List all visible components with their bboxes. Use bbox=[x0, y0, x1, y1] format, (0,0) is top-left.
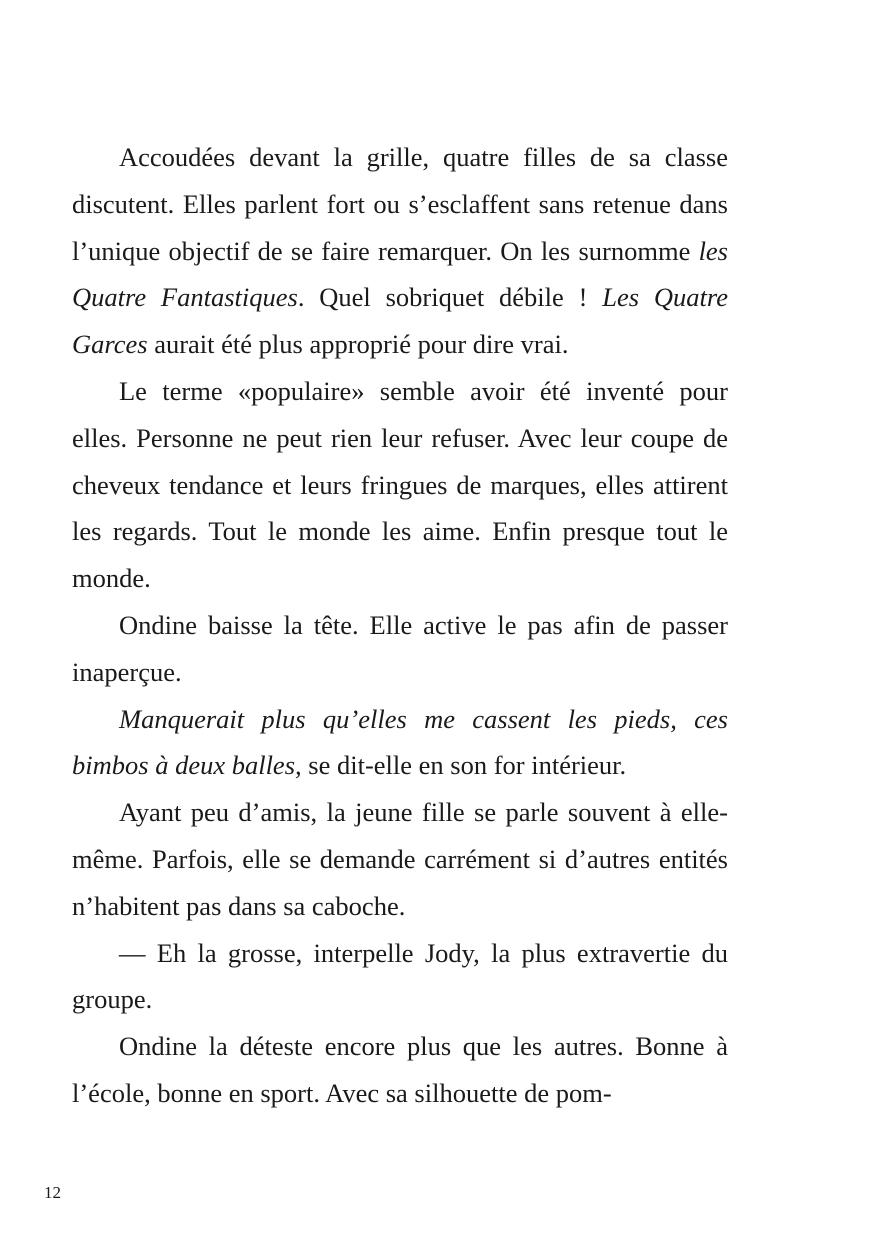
paragraph: Ondine baisse la tête. Elle active le pas afin de passer inaperçue. bbox=[72, 609, 728, 687]
italic-text: Les Quatre Garces bbox=[72, 282, 728, 360]
body-text bbox=[72, 134, 728, 1117]
paragraph: — Eh la grosse, interpelle Jody, la plus extravertie du groupe. bbox=[72, 937, 728, 1015]
paragraph: Le terme «populaire» semble avoir été inventé pour elles. Personne ne peut rien leur refuser. Avec leur coupe de cheveux tendance et leurs fringues de marques, elles attirent les regards. Tout le monde les aime. Enfin presque tout le monde. bbox=[72, 375, 728, 594]
paragraph bbox=[72, 134, 728, 368]
page-number: 12 bbox=[44, 1183, 61, 1202]
text-run: Accoudées devant la grille, quatre filles de sa classe discutent. Elles parlent fort ou s’esclaffent sans retenue dans l’unique objectif de se faire remarquer. On les surnomme bbox=[72, 142, 728, 266]
text-run: se dit-elle en son for intérieur. bbox=[301, 750, 627, 781]
paragraph bbox=[72, 696, 728, 790]
italic-text: les Quatre Fantastiques bbox=[72, 235, 728, 313]
italic-text: Manquerait plus qu’elles me cassent les pieds, ces bimbos à deux balles, bbox=[72, 703, 728, 781]
paragraph: Ayant peu d’amis, la jeune fille se parle souvent à elle-même. Parfois, elle se demande carrément si d’autres entités n’habitent pas dans sa caboche. bbox=[72, 797, 728, 921]
text-run: . Quel sobriquet débile ! bbox=[297, 282, 603, 313]
paragraph: Ondine la déteste encore plus que les autres. Bonne à l’école, bonne en sport. Avec sa silhouette de pom- bbox=[72, 1031, 728, 1108]
text-run: aurait été plus approprié pour dire vrai. bbox=[147, 329, 569, 360]
